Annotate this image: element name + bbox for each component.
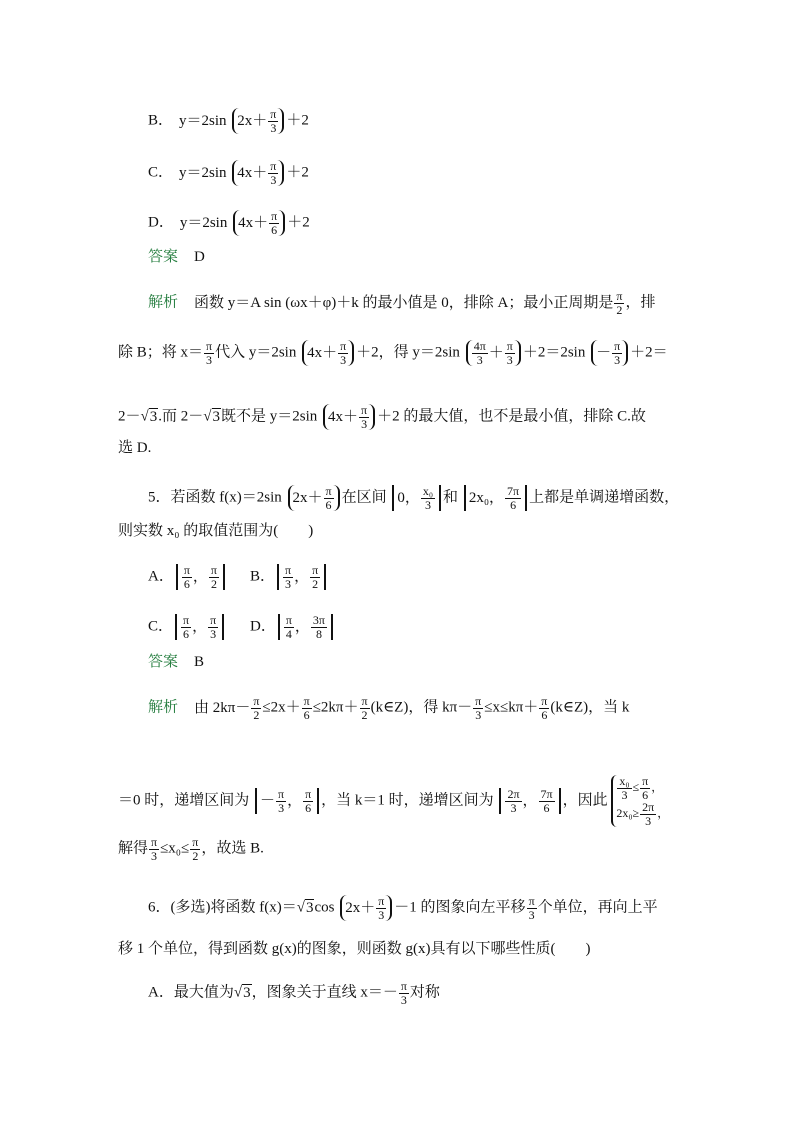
- question-6-line-2: 移 1 个单位，得到函数 g(x)的图象，则函数 g(x)具有以下哪些性质( ): [118, 941, 591, 957]
- analysis-2-line-3: 解得 $\frac{\pi}{3}$ ≤x₀≤ $\frac{\pi}{2}$ ，故选 B.: [118, 835, 264, 863]
- analysis-1-line-1: 解析 函数 y＝A sin (ωx＋φ)＋k 的最小值是 0，排除 A；最小正周期是 $\frac{\pi}{2}$ ，排: [148, 289, 656, 317]
- analysis-1-line-2: 除 B；将 x＝ $\frac{\pi}{3}$ 代入 y＝2sin 4x＋ $\frac{\pi}{3}$ ＋2，得 y＝2sin $\frac{4\pi}{3}$ ＋ $\frac{\pi}{3}$ ＋2＝2sin － $\frac{\pi}{3}$ ＋2＝: [118, 339, 668, 367]
- analysis-1-line-4: 选 D.: [118, 440, 152, 456]
- q5-option-a: A． $\frac{\pi}{6}$ ， $\frac{\pi}{2}$: [148, 564, 227, 590]
- q5-option-d: D． $\frac{\pi}{4}$ ， $\frac{3\pi}{8}$: [250, 614, 335, 640]
- q5-option-b: B． $\frac{\pi}{3}$ ， $\frac{\pi}{2}$: [250, 564, 328, 590]
- analysis-2-line-1: 解析 由 2kπ－ $\frac{\pi}{2}$ ≤2x＋ $\frac{\pi}{6}$ ≤2kπ＋ $\frac{\pi}{2}$ (k∈Z)，得 kπ－ $\frac{\pi}{3}$ ≤x≤kπ＋ $\frac{\pi}{6}$ (k∈Z)，当 k: [148, 694, 630, 722]
- analysis-2-line-2: ＝0 时，递增区间为 － $\frac{\pi}{3}$ ， $\frac{\pi}{6}$ ，当 k＝1 时，递增区间为 $\frac{2\pi}{3}$ ， $\frac{7\pi}{6}$ ，因此 $\frac{\text{x₀}}{3}$ ≤ $\frac{\pi}{6}$ ， 2x₀≥ $\frac{2\pi}{3}$ ，: [118, 774, 670, 828]
- question-5-line-1: 5．若函数 f(x)＝2sin 2x＋ $\frac{\pi}{6}$ 在区间 0， $\frac{\text{x₀}}{3}$ 和 2x₀， $\frac{7\pi}{6}$ 上都是单调递增函数，: [148, 484, 680, 512]
- question-6-line-1: 6．(多选)将函数 f(x)＝√3cos 2x＋ $\frac{\pi}{3}$ －1 的图象向左平移 $\frac{\pi}{3}$ 个单位，再向上平: [148, 894, 658, 922]
- q6-option-a: A．最大值为√3，图象关于直线 x＝－ $\frac{\pi}{3}$ 对称: [148, 979, 440, 1007]
- option-b-prev: B． y＝2sin 2x＋ $\frac{\pi}{3}$ ＋2: [148, 107, 309, 135]
- answer-1: 答案 D: [148, 249, 205, 265]
- option-c-prev: C． y＝2sin 4x＋ $\frac{\pi}{3}$ ＋2: [148, 159, 309, 187]
- analysis-1-line-3: 2－√3.而 2－√3既不是 y＝2sin 4x＋ $\frac{\pi}{3}$ ＋2 的最大值，也不是最小值，排除 C.故: [118, 403, 646, 431]
- answer-2: 答案 B: [148, 654, 205, 670]
- q5-option-c: C． $\frac{\pi}{6}$ ， $\frac{\pi}{3}$: [148, 614, 226, 640]
- option-d-prev: D． y＝2sin 4x＋ $\frac{\pi}{6}$ ＋2: [148, 209, 310, 237]
- question-5-line-2: 则实数 x₀ 的取值范围为( ): [118, 523, 314, 539]
- inequality-system: $\frac{\text{x₀}}{3}$ ≤ $\frac{\pi}{6}$ ， 2x₀≥ $\frac{2\pi}{3}$ ，: [611, 775, 669, 827]
